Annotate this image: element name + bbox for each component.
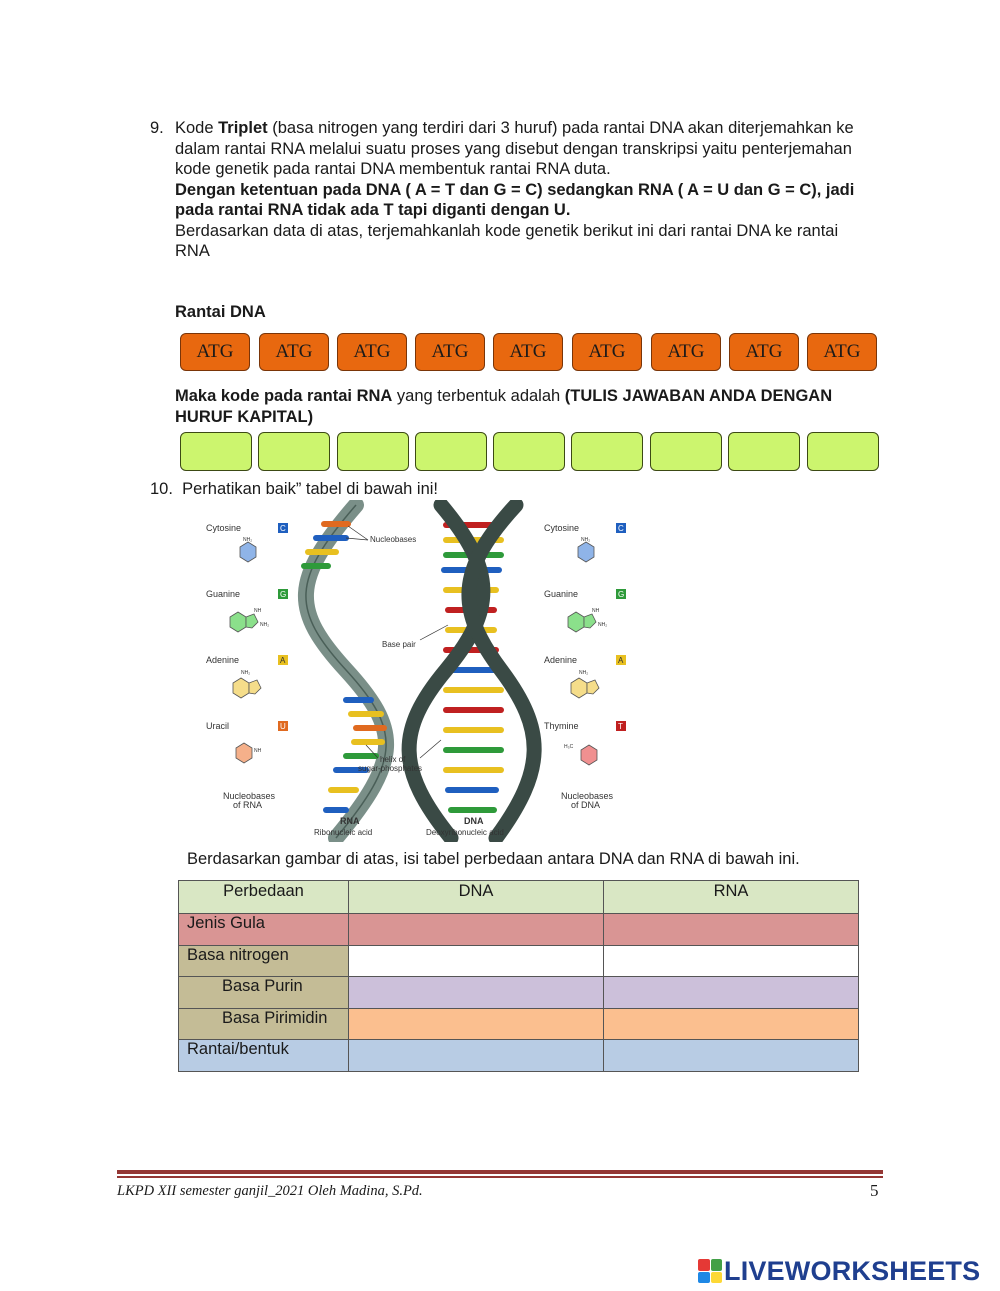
guanine-molecule-icon [568, 612, 584, 632]
header-perbedaan: Perbedaan [179, 881, 349, 914]
page-number: 5 [870, 1181, 879, 1200]
footer-credit: LKPD XII semester ganjil_2021 Oleh Madina, S.Pd. [117, 1183, 423, 1199]
triplet-term: Triplet [218, 119, 268, 137]
rna-answer-input[interactable] [415, 432, 487, 471]
question-10 [150, 480, 438, 499]
pointer-line [348, 526, 368, 540]
rna-instruction-capitals: (TULIS JAWABAN ANDA DENGAN HURUF KAPITAL) [175, 387, 833, 426]
footer-divider-thin [117, 1176, 883, 1178]
table-instruction: Berdasarkan gambar di atas, isi tabel perbedaan antara DNA dan RNA di bawah ini. [187, 850, 800, 868]
atom-label: NH [254, 748, 262, 754]
rna-answer-input[interactable] [571, 432, 643, 471]
guanine-ring-icon [584, 614, 596, 628]
atom-label: H₃C [564, 744, 574, 750]
table-row [179, 914, 859, 946]
pointer-line [420, 740, 441, 758]
atom-label: NH₂ [581, 537, 591, 543]
logo-tile [698, 1272, 710, 1284]
answer-cell-rna[interactable] [604, 977, 859, 1008]
row-label-basa-nitrogen: Basa nitrogen [179, 946, 349, 977]
table-header-row [179, 881, 859, 914]
rna-title: RNA [340, 816, 360, 826]
question-10-text: Perhatikan baik” tabel di bawah ini! [182, 480, 439, 498]
base-letter: G [280, 590, 287, 599]
question-9-body [175, 118, 870, 262]
base-pair-label: Base pair [382, 640, 416, 649]
rna-helix [304, 505, 386, 838]
question-10-number: 10. [150, 480, 173, 498]
cytosine-molecule-icon [578, 542, 594, 562]
table-row [179, 977, 859, 1008]
pointer-line [346, 538, 368, 540]
base-letter: C [618, 524, 624, 533]
helix-label: sugar-phosphates [358, 764, 423, 773]
logo-tile [711, 1272, 723, 1284]
answer-cell-dna[interactable] [349, 977, 604, 1008]
dna-codon-box: ATG [651, 333, 721, 371]
atom-label: NH [254, 608, 262, 614]
rna-answer-instruction [175, 386, 875, 427]
dna-codon-row [180, 333, 880, 373]
rna-answer-row [180, 432, 880, 472]
dna-codon-box: ATG [259, 333, 329, 371]
rna-answer-input[interactable] [337, 432, 409, 471]
row-label-jenis-gula: Jenis Gula [179, 914, 349, 946]
row-label-rantai-bentuk: Rantai/bentuk [179, 1039, 349, 1071]
adenine-molecule-icon [571, 678, 587, 698]
row-label-basa-purin: Basa Purin [179, 977, 349, 1008]
dna-base-name: Adenine [544, 655, 578, 665]
dna-codon-box: ATG [807, 333, 877, 371]
rna-base-name: Cytosine [206, 523, 242, 533]
atom-label: NH [592, 608, 600, 614]
dna-base-name: Guanine [544, 589, 579, 599]
question-9-number: 9. [150, 119, 164, 137]
rna-footer-label: Nucleobases [223, 791, 276, 801]
answer-cell-rna[interactable] [604, 914, 859, 946]
atom-label: NH₂ [241, 670, 251, 676]
rna-base-name: Uracil [206, 721, 230, 731]
dna-codon-box: ATG [337, 333, 407, 371]
dna-codon-box: ATG [572, 333, 642, 371]
dna-codon-box: ATG [415, 333, 485, 371]
rna-answer-input[interactable] [493, 432, 565, 471]
dna-footer-label: of DNA [571, 800, 601, 810]
base-letter: U [280, 722, 286, 731]
liveworksheets-brand [698, 1256, 980, 1286]
guanine-ring-icon [246, 614, 258, 628]
answer-cell-dna[interactable] [349, 946, 604, 977]
brand-name: LIVEWORKSHEETS [724, 1255, 981, 1286]
pointer-line [420, 625, 448, 640]
logo-tile [711, 1259, 723, 1271]
footer-divider [117, 1170, 883, 1174]
header-rna: RNA [604, 881, 859, 914]
answer-cell-rna[interactable] [604, 946, 859, 977]
atom-label: NH₂ [579, 670, 589, 676]
guanine-molecule-icon [230, 612, 246, 632]
adenine-ring-icon [587, 680, 599, 694]
dna-codon-box: ATG [180, 333, 250, 371]
uracil-molecule-icon [236, 743, 252, 763]
atom-label: NH₂ [260, 622, 270, 628]
answer-cell-dna[interactable] [349, 1039, 604, 1071]
dna-codon-box: ATG [729, 333, 799, 371]
base-pairing-rule: Dengan ketentuan pada DNA ( A = T dan G = C) sedangkan RNA ( A = U dan G = C), jadi pada rantai RNA tidak ada T tapi diganti dengan U. [175, 180, 855, 219]
rna-base-name: Adenine [206, 655, 240, 665]
header-dna: DNA [349, 881, 604, 914]
rna-subtitle: Ribonucleic acid [314, 828, 373, 837]
rna-base-name: Guanine [206, 589, 241, 599]
answer-cell-dna[interactable] [349, 1008, 604, 1039]
rna-answer-input[interactable] [180, 432, 252, 471]
rna-bases-list [206, 523, 288, 810]
intro-text-rest: (basa nitrogen yang terdiri dari 3 huruf) pada rantai DNA akan diterjemahkan ke dalam rantai RNA melalui suatu proses yang disebut dengan transkripsi yaitu penterjemahan kode genetik pada rantai DNA membentuk rantai RNA duta. [175, 119, 854, 178]
table-row [179, 1008, 859, 1039]
answer-cell-rna[interactable] [604, 1008, 859, 1039]
logo-tile [698, 1259, 710, 1271]
atom-label: NH₂ [598, 622, 608, 628]
base-letter: A [280, 656, 286, 665]
rna-answer-input[interactable] [728, 432, 800, 471]
thymine-molecule-icon [581, 745, 597, 765]
question-9 [150, 118, 870, 262]
row-label-basa-pirimidin: Basa Pirimidin [179, 1008, 349, 1039]
dna-chain-label: Rantai DNA [175, 303, 266, 321]
question-9-intro [175, 118, 870, 180]
intro-text-start: Kode [175, 119, 219, 137]
base-letter: C [280, 524, 286, 533]
dna-base-name: Cytosine [544, 523, 580, 533]
dna-subtitle: Deoxyribonucleic acid [426, 828, 504, 837]
atom-label: NH₂ [243, 537, 253, 543]
question-9-instruction: Berdasarkan data di atas, terjemahkanlah kode genetik berikut ini dari rantai DNA ke rantai RNA [175, 221, 839, 260]
table-row [179, 946, 859, 977]
cytosine-molecule-icon [240, 542, 256, 562]
nucleobases-label: Nucleobases [370, 535, 417, 544]
base-letter: A [618, 656, 624, 665]
rna-answer-input[interactable] [650, 432, 722, 471]
rna-footer-label: of RNA [233, 800, 263, 810]
base-letter: G [618, 590, 625, 599]
answer-cell-rna[interactable] [604, 1039, 859, 1071]
table-row [179, 1039, 859, 1071]
dna-title: DNA [464, 816, 484, 826]
dna-bases-list [544, 523, 626, 810]
adenine-ring-icon [249, 680, 261, 694]
rna-answer-input[interactable] [258, 432, 330, 471]
dna-footer-label: Nucleobases [561, 791, 614, 801]
helix-label: helix of [380, 755, 406, 764]
liveworksheets-logo-icon [698, 1259, 722, 1283]
dna-rna-figure [196, 500, 650, 842]
rna-instruction-bold: Maka kode pada rantai RNA [175, 387, 393, 405]
rna-instruction-text: yang terbentuk adalah [392, 387, 565, 405]
base-letter: T [618, 722, 623, 731]
dna-rna-difference-table [178, 880, 859, 1072]
dna-base-name: Thymine [544, 721, 579, 731]
adenine-molecule-icon [233, 678, 249, 698]
dna-helix [409, 505, 534, 838]
rna-answer-input[interactable] [807, 432, 879, 471]
answer-cell-dna[interactable] [349, 914, 604, 946]
dna-codon-box: ATG [493, 333, 563, 371]
